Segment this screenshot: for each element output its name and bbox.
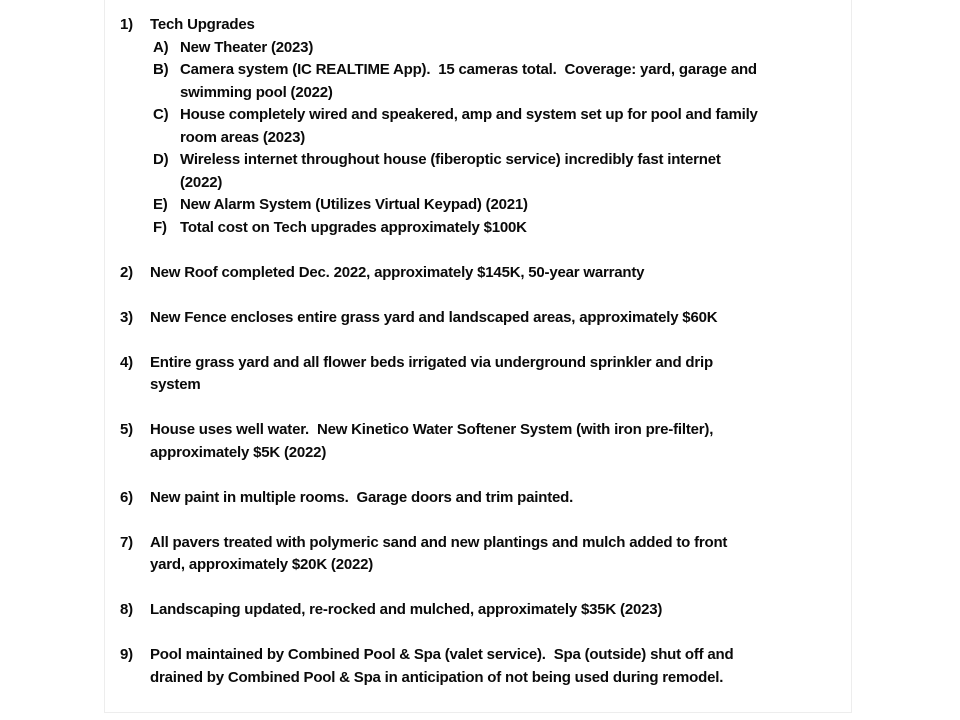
list-item-9: [120, 644, 833, 689]
sub-list: [153, 37, 833, 240]
list-item-3: [120, 307, 833, 330]
document-page: [104, 0, 852, 713]
item-line: House completely wired and speakered, amp and system set up for pool and family: [180, 106, 758, 123]
item-number: 5): [120, 421, 133, 438]
item-letter: E): [153, 196, 168, 213]
item-line: swimming pool (2022): [180, 83, 333, 101]
item-text: [180, 37, 833, 60]
item-letter: A): [153, 38, 169, 56]
item-number: 9): [120, 646, 133, 663]
sub-item-E: [153, 194, 833, 217]
item-text: [150, 262, 833, 285]
item-text: [150, 599, 833, 622]
item-number: 8): [120, 601, 133, 618]
item-text: [150, 644, 833, 689]
item-letter: D): [153, 151, 169, 168]
item-number: 6): [120, 488, 133, 506]
item-line: All pavers treated with polymeric sand and new plantings and mulch added to front: [150, 533, 728, 551]
item-text: [180, 59, 833, 104]
item-line: (2022): [180, 173, 223, 191]
item-text: [150, 532, 833, 577]
item-line: Total cost on Tech upgrades approximately $100K: [180, 218, 527, 236]
item-text: [180, 104, 833, 149]
sub-item-D: [153, 149, 833, 194]
item-line: New Theater (2023): [180, 38, 314, 56]
item-letter: B): [153, 61, 169, 78]
item-line: room areas (2023): [180, 128, 306, 146]
item-number: 4): [120, 353, 133, 371]
item-number: 2): [120, 263, 133, 281]
list-item-4: [120, 352, 833, 397]
list-item-6: [120, 487, 833, 510]
item-text: [180, 149, 833, 194]
item-line: New paint in multiple rooms. Garage doors and trim painted.: [150, 488, 574, 506]
item-letter: C): [153, 106, 169, 123]
sub-item-B: [153, 59, 833, 104]
item-number: 3): [120, 308, 133, 326]
list-item-7: [120, 532, 833, 577]
item-line: system: [150, 376, 201, 393]
item-text: [150, 352, 833, 397]
item-line: drained by Combined Pool & Spa in anticipation of not being used during remodel.: [150, 668, 724, 686]
item-line: New Alarm System (Utilizes Virtual Keypad) (2021): [180, 196, 528, 213]
item-text: [180, 194, 833, 217]
item-line: New Roof completed Dec. 2022, approximately $145K, 50-year warranty: [150, 263, 645, 281]
sub-item-C: [153, 104, 833, 149]
item-line: Wireless internet throughout house (fiberoptic service) incredibly fast internet: [180, 151, 721, 168]
item-number: 7): [120, 533, 133, 551]
item-text: [150, 419, 833, 464]
item-line: New Fence encloses entire grass yard and landscaped areas, approximately $60K: [150, 308, 718, 326]
list-item-5: [120, 419, 833, 464]
item-text: [180, 217, 833, 240]
list-item-8: [120, 599, 833, 622]
item-line: Camera system (IC REALTIME App). 15 cameras total. Coverage: yard, garage and: [180, 61, 757, 78]
item-number: 1): [120, 16, 133, 33]
item-line: approximately $5K (2022): [150, 443, 327, 461]
item-text: [150, 307, 833, 330]
sub-item-A: [153, 37, 833, 60]
item-line: Tech Upgrades: [150, 16, 255, 33]
item-text: [150, 487, 833, 510]
item-line: House uses well water. New Kinetico Water Softener System (with iron pre-filter),: [150, 421, 714, 438]
item-line: Entire grass yard and all flower beds irrigated via underground sprinkler and drip: [150, 353, 713, 371]
item-line: Pool maintained by Combined Pool & Spa (valet service). Spa (outside) shut off and: [150, 646, 734, 663]
list-item-1: [120, 14, 833, 239]
item-line: Landscaping updated, re-rocked and mulched, approximately $35K (2023): [150, 601, 663, 618]
sub-item-F: [153, 217, 833, 240]
list-item-2: [120, 262, 833, 285]
numbered-list: [120, 14, 833, 689]
item-text: [150, 14, 833, 239]
item-letter: F): [153, 218, 167, 236]
item-line: yard, approximately $20K (2022): [150, 556, 374, 573]
